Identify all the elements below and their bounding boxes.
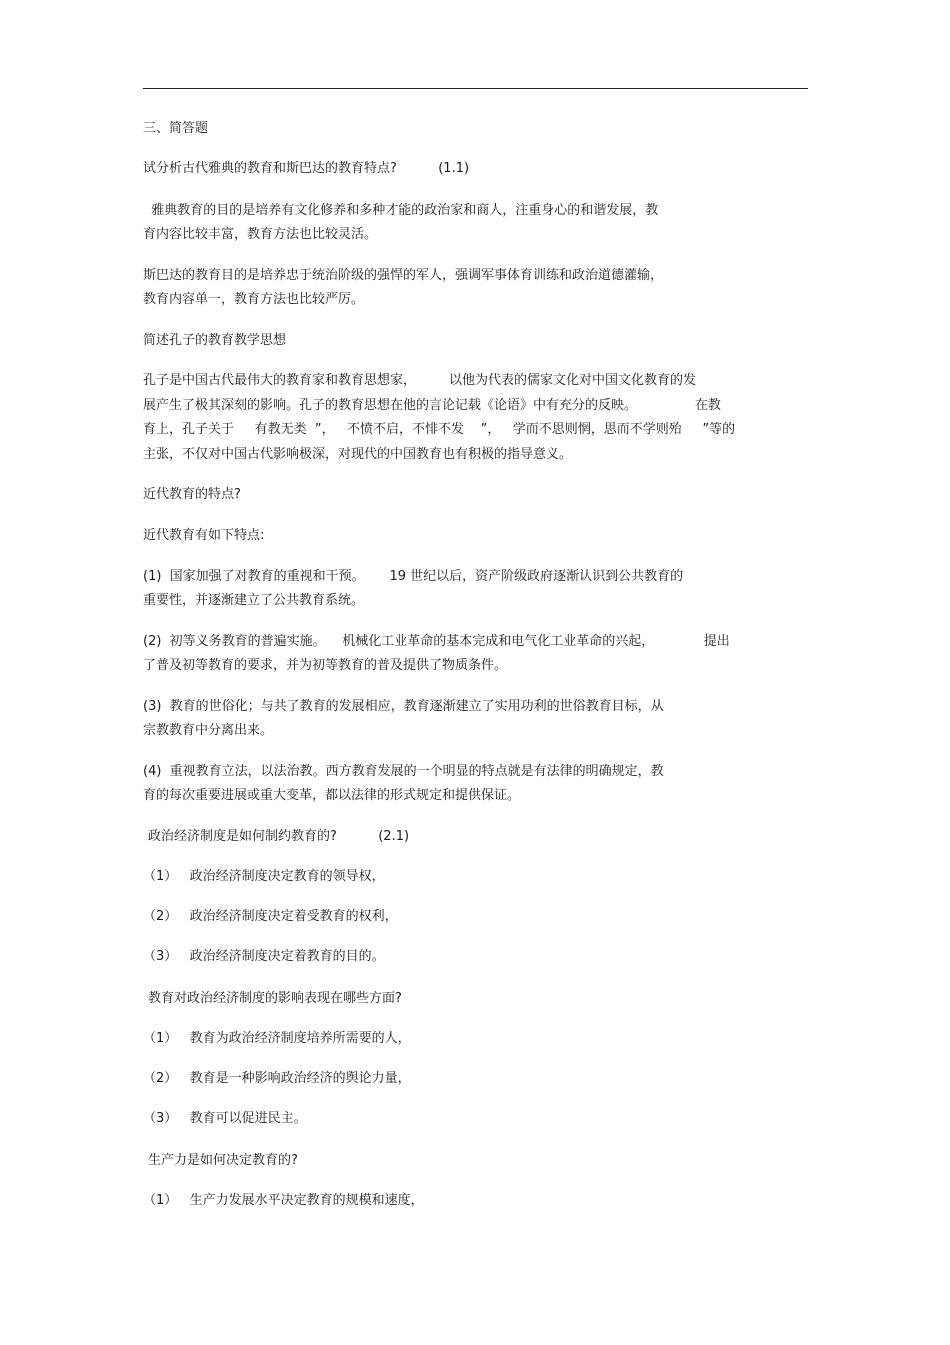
answer-1-paragraph-1-line-1: 雅典教育的目的是培养有文化修养和多种才能的政治家和商人，注重身心的和谐发展，教 [143, 203, 659, 218]
answer-3-point-3-line-2: 宗教教育中分离出来。 [143, 723, 274, 738]
answer-1-paragraph-2-line-2: 教育内容单一，教育方法也比较严厉。 [143, 292, 365, 307]
answer-3-point-2-line-1: (2) 初等义务教育的普遍实施。 机械化工业革命的基本完成和电气化工业革命的兴起， 提出 [143, 634, 730, 649]
answer-3-point-1-line-2: 重要性，并逐渐建立了公共教育系统。 [143, 593, 365, 608]
answer-2-line-3: 育上，孔子关于 有教无类 ”， 不愤不启，不悱不发 ”， 学而不思则惘，思而不学则殆 ”等的 [143, 422, 736, 437]
question-3: 近代教育的特点? [143, 487, 241, 502]
answer-2-line-2: 展产生了极其深刻的影响。孔子的教育思想在他的言论记载《论语》中有充分的反映。 在教 [143, 398, 721, 413]
answer-5-item-1: （1） 教育为政治经济制度培养所需要的人， [143, 1031, 411, 1046]
answer-2-line-1: 孔子是中国古代最伟大的教育家和教育思想家， 以他为代表的儒家文化对中国文化教育的发 [143, 373, 697, 388]
answer-5-item-2: （2） 教育是一种影响政治经济的舆论力量， [143, 1071, 411, 1086]
question-1: 试分析古代雅典的教育和斯巴达的教育特点? (1.1) [143, 161, 470, 176]
answer-6-item-1: （1） 生产力发展水平决定教育的规模和速度， [143, 1193, 424, 1208]
answer-3-point-4-line-2: 育的每次重要进展或重大变革，都以法律的形式规定和提供保证。 [143, 788, 521, 803]
question-6: 生产力是如何决定教育的? [148, 1153, 298, 1168]
answer-5-item-3: （3） 教育可以促进民主。 [143, 1111, 307, 1126]
answer-1-paragraph-2-line-1: 斯巴达的教育目的是培养忠于统治阶级的强悍的军人，强调军事体育训练和政治道德灌输， [143, 268, 664, 283]
answer-1-paragraph-1-line-2: 育内容比较丰富，教育方法也比较灵活。 [143, 227, 378, 242]
header-rule [143, 88, 808, 89]
answer-3-point-2-line-2: 了普及初等教育的要求，并为初等教育的普及提供了物质条件。 [143, 658, 508, 673]
answer-2-line-4: 主张，不仅对中国古代影响极深，对现代的中国教育也有积极的指导意义。 [143, 447, 573, 462]
section-heading: 三、简答题 [143, 121, 209, 136]
question-4: 政治经济制度是如何制约教育的? (2.1) [148, 829, 410, 844]
answer-4-item-3: （3） 政治经济制度决定着教育的目的。 [143, 949, 385, 964]
question-2: 简述孔子的教育教学思想 [143, 333, 287, 348]
answer-4-item-2: （2） 政治经济制度决定着受教育的权利， [143, 909, 398, 924]
answer-3-point-1-line-1: (1) 国家加强了对教育的重视和干预。 19 世纪以后，资产阶级政府逐渐认识到公共教育的 [143, 569, 684, 584]
answer-3-point-4-line-1: (4) 重视教育立法，以法治教。西方教育发展的一个明显的特点就是有法律的明确规定，教 [143, 764, 664, 779]
question-5: 教育对政治经济制度的影响表现在哪些方面? [148, 991, 402, 1006]
answer-4-item-1: （1） 政治经济制度决定教育的领导权， [143, 869, 385, 884]
answer-3-point-3-line-1: (3) 教育的世俗化；与共了教育的发展相应，教育逐渐建立了实用功利的世俗教育目标，从 [143, 699, 664, 714]
answer-3-intro: 近代教育有如下特点: [143, 528, 265, 543]
